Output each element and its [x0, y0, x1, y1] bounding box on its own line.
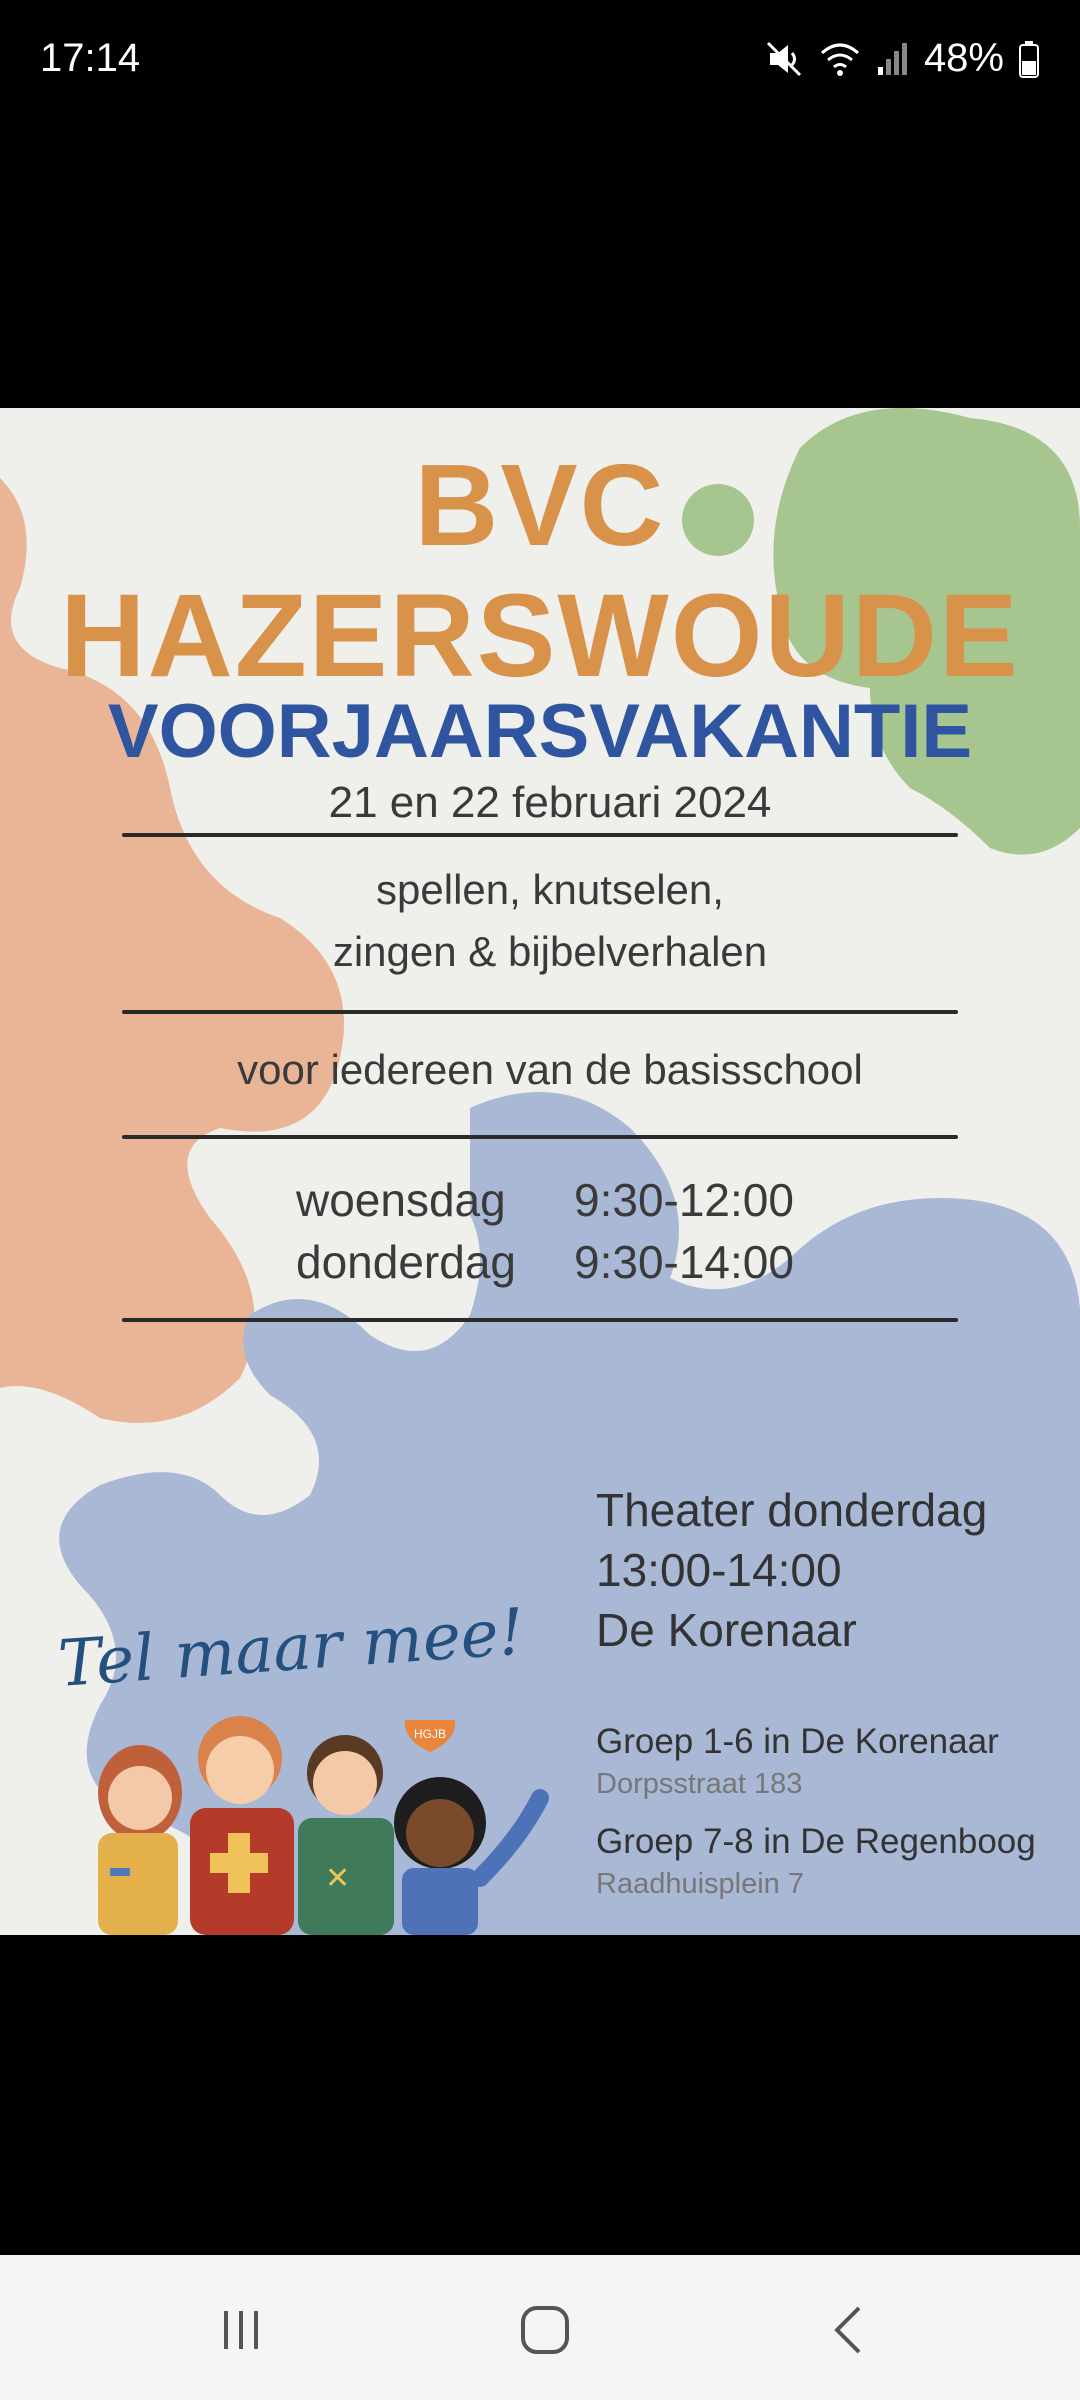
- divider-1: [122, 833, 958, 837]
- mute-icon: [764, 39, 804, 79]
- theater-venue: De Korenaar: [596, 1604, 857, 1656]
- navigation-bar: [0, 2255, 1080, 2400]
- recent-apps-icon: [216, 2305, 266, 2355]
- kids-illustration: [40, 1698, 560, 1935]
- subtitle-voorjaarsvakantie: VOORJAARSVAKANTIE: [107, 689, 973, 774]
- status-bar: [0, 0, 1080, 120]
- back-icon: [823, 2302, 873, 2358]
- battery-icon: [1018, 39, 1040, 79]
- home-icon: [517, 2302, 573, 2358]
- hgjb-badge: HGJB: [413, 1727, 447, 1741]
- schedule-time: 9:30-14:00: [574, 1236, 794, 1288]
- divider-2: [122, 1010, 958, 1014]
- back-button[interactable]: [808, 2295, 888, 2365]
- divider-3: [122, 1135, 958, 1139]
- schedule-row: [296, 1235, 794, 1289]
- activities-line-1: spellen, knutselen,: [376, 866, 724, 913]
- poster-image: [0, 408, 1080, 1935]
- schedule-row: [296, 1173, 794, 1227]
- battery-percent: 48%: [923, 36, 1004, 80]
- schedule-day: woensdag: [296, 1174, 506, 1226]
- activities-line-2: zingen & bijbelverhalen: [332, 928, 768, 975]
- schedule-time: 9:30-12:00: [574, 1174, 794, 1226]
- event-date: 21 en 22 februari 2024: [328, 778, 772, 827]
- title-bvc: BVC: [414, 440, 666, 570]
- signal-icon: [876, 39, 910, 79]
- wifi-icon: [818, 39, 862, 79]
- title-hazerswoude: HAZERSWOUDE: [60, 570, 1020, 702]
- status-time: 17:14: [40, 36, 141, 80]
- slogan-tel-maar-mee: Tel maar mee!: [56, 1595, 527, 1702]
- location-address: Raadhuisplein 7: [596, 1868, 804, 1900]
- theater-time: 13:00-14:00: [596, 1544, 842, 1596]
- schedule-day: donderdag: [296, 1236, 516, 1288]
- theater-title: Theater donderdag: [596, 1484, 988, 1536]
- location-title: Groep 7-8 in De Regenboog: [596, 1822, 1036, 1861]
- divider-4: [122, 1318, 958, 1322]
- home-button[interactable]: [505, 2295, 585, 2365]
- theater-info: [596, 1480, 987, 1660]
- location-address: Dorpsstraat 183: [596, 1768, 803, 1800]
- location-title: Groep 1-6 in De Korenaar: [596, 1722, 999, 1761]
- audience-text: voor iedereen van de basisschool: [237, 1046, 863, 1093]
- svg-text:✕: ✕: [325, 1861, 351, 1896]
- recent-apps-button[interactable]: [201, 2295, 281, 2365]
- status-icons: [764, 36, 1040, 81]
